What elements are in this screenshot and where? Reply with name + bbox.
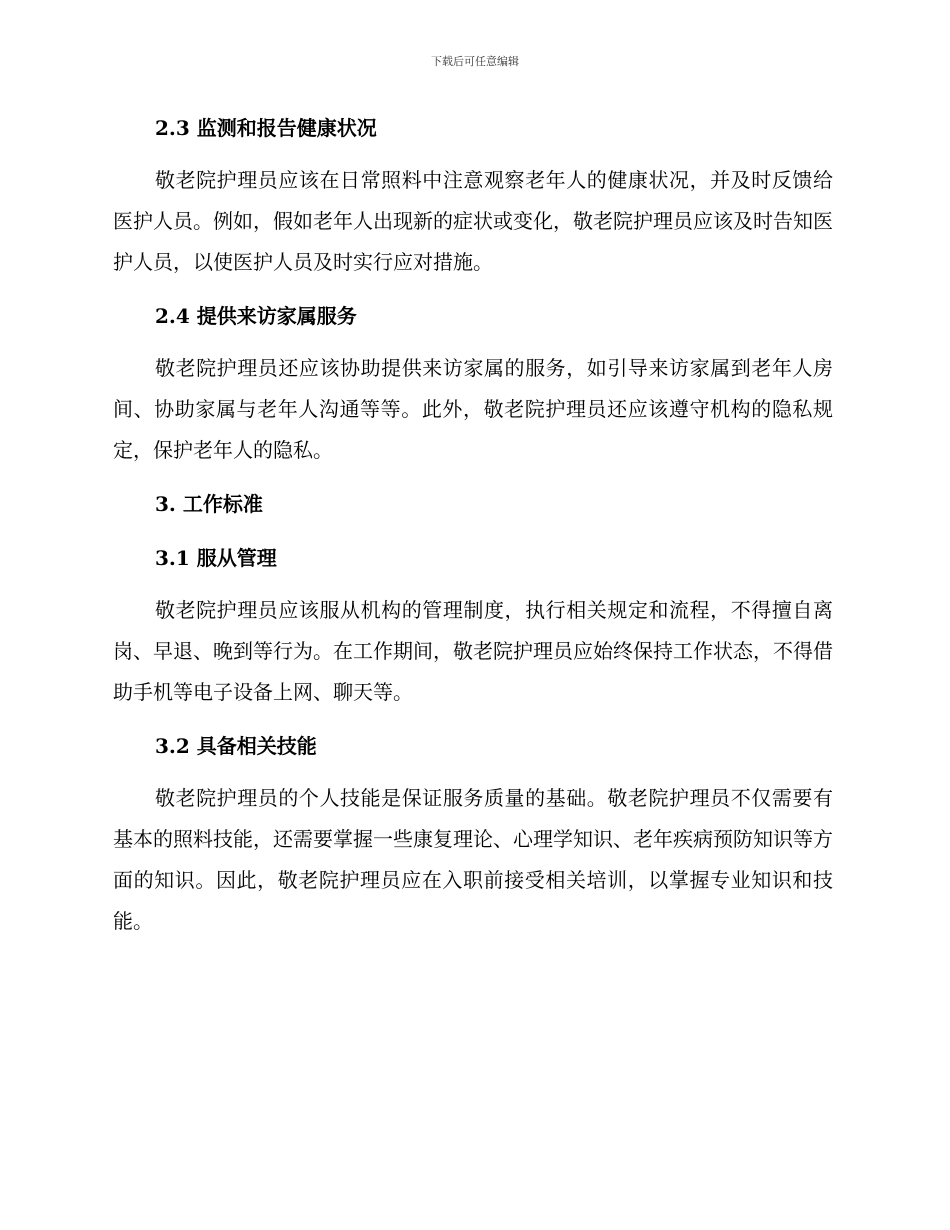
document-body: [113, 108, 833, 942]
section-paragraph-3-1: 敬老院护理员应该服从机构的管理制度，执行相关规定和流程，不得擅自离岗、早退、晚到等行为。在工作期间，敬老院护理员应始终保持工作状态，不得借助手机等电子设备上网、聊天等。: [113, 598, 833, 704]
section-heading-2-4: 2.4 提供来访家属服务: [155, 304, 357, 328]
page-header: 下载后可任意编辑: [431, 55, 519, 68]
section-heading-2-3: 2.3 监测和报告健康状况: [155, 116, 377, 140]
section-heading-3-2: 3.2 具备相关技能: [155, 734, 317, 758]
section-heading-3: 3. 工作标准: [155, 492, 263, 516]
section-heading-3-1: 3.1 服从管理: [155, 546, 277, 570]
section-paragraph-2-3: 敬老院护理员应该在日常照料中注意观察老年人的健康状况，并及时反馈给医护人员。例如，假如老年人出现新的症状或变化，敬老院护理员应该及时告知医护人员，以使医护人员及时实行应对措施。: [113, 168, 833, 274]
section-paragraph-2-4: 敬老院护理员还应该协助提供来访家属的服务，如引导来访家属到老年人房间、协助家属与老年人沟通等等。此外，敬老院护理员还应该遵守机构的隐私规定，保护老年人的隐私。: [113, 356, 833, 462]
section-paragraph-3-2: 敬老院护理员的个人技能是保证服务质量的基础。敬老院护理员不仅需要有基本的照料技能，还需要掌握一些康复理论、心理学知识、老年疾病预防知识等方面的知识。因此，敬老院护理员应在入职前接受相关培训，以掌握专业知识和技能。: [113, 786, 833, 933]
